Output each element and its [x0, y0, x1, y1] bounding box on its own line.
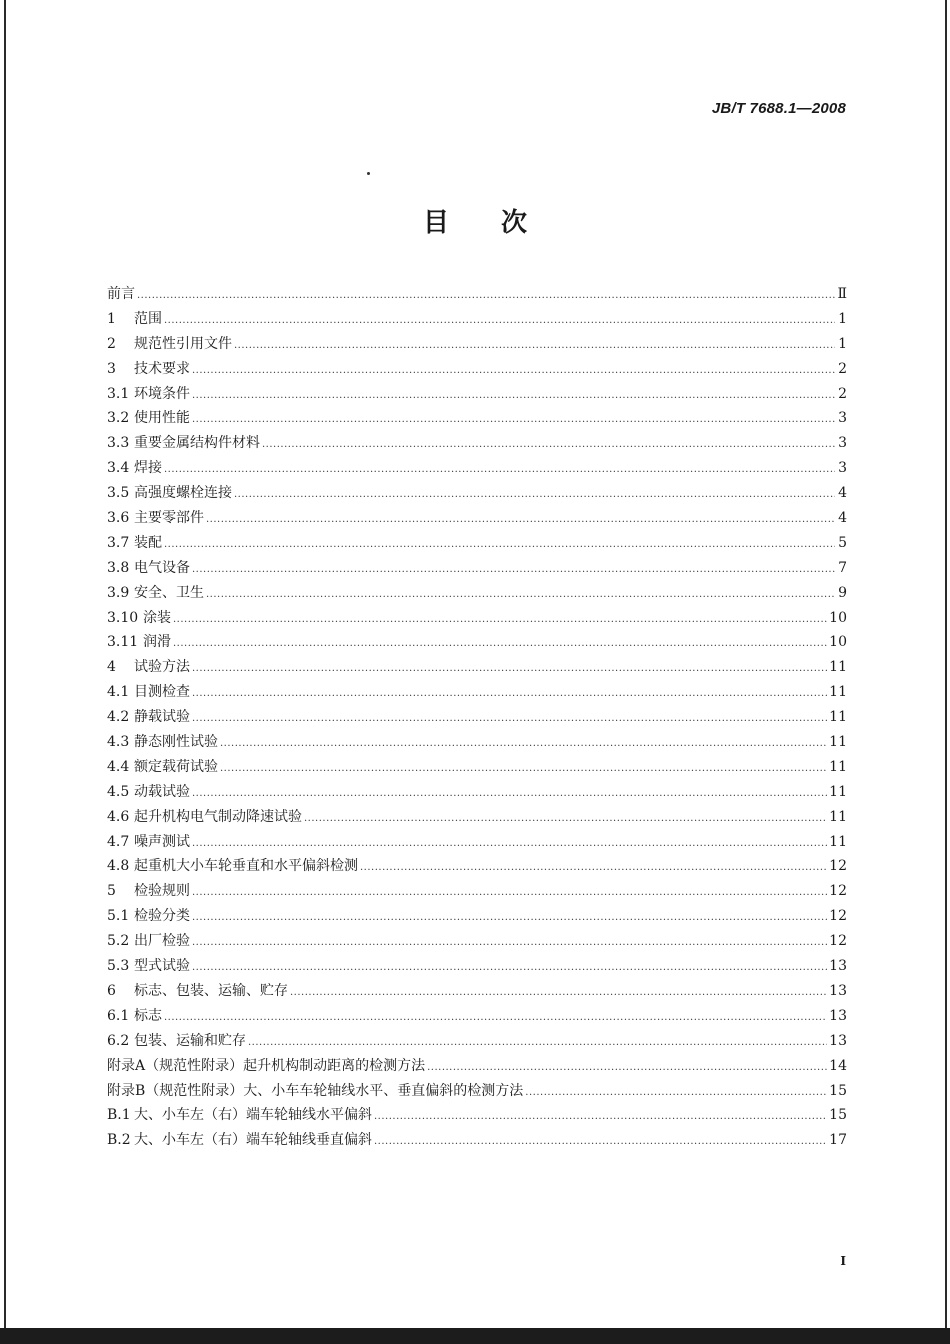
toc-entry-number: 5.3 — [107, 958, 130, 975]
toc-entry-page: 11 — [829, 709, 847, 726]
toc-entry[interactable] — [107, 954, 847, 979]
toc-entry-title: 试验方法 — [134, 659, 190, 676]
toc-entry-title: 静态刚性试验 — [134, 734, 218, 751]
toc-entry-page: 15 — [829, 1107, 847, 1124]
toc-dot-leader — [374, 1105, 827, 1130]
toc-entry[interactable] — [107, 606, 847, 631]
toc-entry-number: 3.4 — [107, 460, 130, 477]
toc-entry[interactable] — [107, 780, 847, 805]
toc-entry-number: 5.1 — [107, 908, 130, 925]
toc-entry[interactable] — [107, 556, 847, 581]
toc-entry-title: 检验分类 — [134, 908, 190, 925]
toc-entry-number: 3.5 — [107, 485, 130, 502]
toc-entry-number: 3.8 — [107, 559, 130, 576]
toc-entry-title: 目测检查 — [134, 684, 190, 701]
toc-dot-leader — [290, 981, 827, 1006]
toc-entry-page: 12 — [829, 883, 847, 900]
toc-entry-title: 润滑 — [143, 634, 171, 651]
toc-entry-title: 主要零部件 — [134, 510, 204, 527]
toc-entry-number: 3.1 — [107, 385, 130, 402]
toc-entry[interactable] — [107, 929, 847, 954]
toc-entry-page: 13 — [829, 982, 847, 999]
toc-entry-title: 起重机大小车轮垂直和水平偏斜检测 — [134, 858, 358, 875]
toc-dot-leader — [234, 483, 835, 508]
toc-entry-title: 包装、运输和贮存 — [134, 1032, 246, 1049]
toc-dot-leader — [374, 1130, 827, 1155]
toc-entry-number: B.2 — [107, 1132, 131, 1149]
toc-entry[interactable] — [107, 382, 847, 407]
table-of-contents — [107, 282, 847, 1153]
toc-entry[interactable] — [107, 879, 847, 904]
toc-entry-page: 11 — [829, 659, 847, 676]
toc-dot-leader — [192, 657, 827, 682]
toc-entry-page: 17 — [829, 1132, 847, 1149]
toc-entry-title: 标志 — [134, 1007, 162, 1024]
toc-entry[interactable] — [107, 854, 847, 879]
toc-entry[interactable] — [107, 406, 847, 431]
toc-entry-page: 10 — [829, 634, 847, 651]
toc-dot-leader — [164, 309, 835, 334]
toc-entry-title: 焊接 — [134, 460, 162, 477]
toc-entry-number: 1 — [107, 310, 116, 327]
toc-entry-page: 11 — [829, 758, 847, 775]
toc-entry-page: 15 — [829, 1082, 847, 1099]
toc-entry-page: 11 — [829, 808, 847, 825]
toc-entry-page: 12 — [829, 908, 847, 925]
toc-dot-leader — [248, 1031, 827, 1056]
toc-dot-leader — [137, 284, 835, 309]
toc-entry-page: 12 — [829, 933, 847, 950]
toc-entry-page: 11 — [829, 783, 847, 800]
toc-entry[interactable] — [107, 581, 847, 606]
toc-dot-leader — [192, 782, 827, 807]
toc-entry-title: 重要金属结构件材料 — [134, 435, 260, 452]
toc-entry-title: 大、小车左（右）端车轮轴线水平偏斜 — [134, 1107, 372, 1124]
toc-entry-number: 6 — [107, 982, 116, 999]
toc-entry-title: 安全、卫生 — [134, 584, 204, 601]
toc-dot-leader — [192, 906, 827, 931]
toc-entry[interactable] — [107, 531, 847, 556]
toc-entry-title: 动载试验 — [134, 783, 190, 800]
toc-entry[interactable] — [107, 1029, 847, 1054]
toc-entry-number: 3.11 — [107, 634, 139, 651]
toc-entry-title: 静载试验 — [134, 709, 190, 726]
toc-entry-page: 9 — [838, 584, 847, 601]
toc-entry-page: 1 — [838, 335, 847, 352]
toc-entry-page: 3 — [838, 410, 847, 427]
page-title: 目 次 — [422, 208, 527, 238]
toc-dot-leader — [192, 832, 827, 857]
toc-entry-number: 4.7 — [107, 833, 130, 850]
toc-entry[interactable] — [107, 357, 847, 382]
toc-entry[interactable] — [107, 979, 847, 1004]
toc-dot-leader — [164, 533, 835, 558]
toc-dot-leader — [173, 632, 827, 657]
toc-entry-page: 13 — [829, 1007, 847, 1024]
toc-entry-page: 4 — [838, 485, 847, 502]
toc-entry-number: 3.9 — [107, 584, 130, 601]
toc-entry-number: B.1 — [107, 1107, 131, 1124]
toc-entry-title: 出厂检验 — [134, 933, 190, 950]
toc-dot-leader — [262, 433, 835, 458]
toc-dot-leader — [192, 408, 835, 433]
toc-entry-title: 噪声测试 — [134, 833, 190, 850]
toc-entry-page: 12 — [829, 858, 847, 875]
toc-entry-number: 6.2 — [107, 1032, 130, 1049]
toc-entry-page: Ⅱ — [837, 286, 847, 302]
toc-dot-leader — [304, 807, 827, 832]
toc-entry[interactable] — [107, 1079, 847, 1104]
toc-entry-number: 6.1 — [107, 1007, 130, 1024]
toc-entry-number: 5.2 — [107, 933, 130, 950]
toc-entry-page: 2 — [838, 360, 847, 377]
toc-entry-page: 10 — [829, 609, 847, 626]
toc-entry-number: 3 — [107, 360, 116, 377]
toc-entry-number: 4.6 — [107, 808, 130, 825]
toc-entry[interactable] — [107, 830, 847, 855]
toc-dot-leader — [164, 458, 835, 483]
toc-dot-leader — [234, 334, 835, 359]
toc-dot-leader — [192, 359, 835, 384]
toc-dot-leader — [173, 608, 827, 633]
toc-entry-title: 额定载荷试验 — [134, 758, 218, 775]
toc-entry-title: 检验规则 — [134, 883, 190, 900]
toc-entry-number: 4.8 — [107, 858, 130, 875]
toc-entry-page: 2 — [838, 385, 847, 402]
toc-entry-page: 5 — [838, 534, 847, 551]
toc-entry-title: 技术要求 — [134, 360, 190, 377]
toc-entry-title: 范围 — [134, 310, 162, 327]
toc-entry-title: 规范性引用文件 — [134, 335, 232, 352]
toc-dot-leader — [206, 583, 835, 608]
page-edge-bottom — [0, 1328, 950, 1344]
toc-entry[interactable] — [107, 705, 847, 730]
toc-entry-number: 4.1 — [107, 684, 130, 701]
toc-entry-page: 13 — [829, 958, 847, 975]
toc-entry-page: 11 — [829, 833, 847, 850]
toc-entry-page: 11 — [829, 734, 847, 751]
toc-entry-title: 附录A（规范性附录）起升机构制动距离的检测方法 — [107, 1057, 426, 1074]
toc-entry-number: 5 — [107, 883, 116, 900]
toc-entry-title: 大、小车左（右）端车轮轴线垂直偏斜 — [134, 1132, 372, 1149]
toc-entry[interactable] — [107, 755, 847, 780]
toc-entry-title: 型式试验 — [134, 958, 190, 975]
toc-dot-leader — [206, 508, 835, 533]
standard-code: JB/T 7688.1—2008 — [711, 100, 846, 117]
toc-entry-page: 13 — [829, 1032, 847, 1049]
page-number: I — [840, 1254, 846, 1268]
toc-entry[interactable] — [107, 431, 847, 456]
toc-dot-leader — [192, 682, 827, 707]
toc-entry-title: 高强度螺栓连接 — [134, 485, 232, 502]
toc-entry[interactable] — [107, 1004, 847, 1029]
toc-entry-page: 11 — [829, 684, 847, 701]
toc-dot-leader — [192, 558, 835, 583]
page-edge-left — [4, 0, 6, 1330]
toc-entry[interactable] — [107, 481, 847, 506]
toc-entry-page: 3 — [838, 460, 847, 477]
toc-entry-title: 标志、包装、运输、贮存 — [134, 982, 288, 999]
toc-dot-leader — [192, 931, 827, 956]
toc-entry[interactable] — [107, 730, 847, 755]
toc-entry-number: 3.3 — [107, 435, 130, 452]
toc-dot-leader — [192, 384, 835, 409]
toc-entry[interactable] — [107, 805, 847, 830]
toc-entry[interactable] — [107, 680, 847, 705]
toc-entry-number: 4.2 — [107, 709, 130, 726]
toc-entry-page: 14 — [829, 1057, 847, 1074]
toc-dot-leader — [164, 1006, 827, 1031]
toc-entry[interactable] — [107, 506, 847, 531]
toc-entry-page: 3 — [838, 435, 847, 452]
toc-entry-title: 电气设备 — [134, 559, 190, 576]
toc-entry-number: 3.7 — [107, 534, 130, 551]
toc-entry[interactable] — [107, 655, 847, 680]
toc-entry-number: 4.5 — [107, 783, 130, 800]
toc-entry-title: 起升机构电气制动降速试验 — [134, 808, 302, 825]
toc-entry[interactable] — [107, 456, 847, 481]
toc-dot-leader — [525, 1081, 827, 1106]
toc-dot-leader — [427, 1056, 827, 1081]
toc-dot-leader — [192, 956, 827, 981]
toc-dot-leader — [220, 757, 827, 782]
toc-entry-title: 涂装 — [143, 609, 171, 626]
toc-entry-number: 4.3 — [107, 734, 130, 751]
toc-entry-title: 前言 — [107, 286, 135, 302]
toc-entry[interactable] — [107, 1054, 847, 1079]
toc-entry-number: 2 — [107, 335, 116, 352]
toc-entry-number: 4 — [107, 659, 116, 676]
toc-entry[interactable] — [107, 307, 847, 332]
toc-entry-page: 4 — [838, 510, 847, 527]
toc-entry[interactable] — [107, 904, 847, 929]
scan-speck — [367, 172, 370, 175]
toc-entry-title: 装配 — [134, 534, 162, 551]
page-edge-right — [945, 0, 947, 1330]
toc-entry[interactable] — [107, 332, 847, 357]
toc-entry[interactable] — [107, 282, 847, 307]
toc-dot-leader — [192, 881, 827, 906]
toc-entry[interactable] — [107, 630, 847, 655]
toc-entry-title: 使用性能 — [134, 410, 190, 427]
toc-entry-title: 环境条件 — [134, 385, 190, 402]
toc-entry-number: 3.6 — [107, 510, 130, 527]
toc-entry-title: 附录B（规范性附录）大、小车车轮轴线水平、垂直偏斜的检测方法 — [107, 1082, 524, 1099]
toc-entry-number: 4.4 — [107, 758, 130, 775]
toc-entry-page: 7 — [838, 559, 847, 576]
toc-dot-leader — [220, 732, 827, 757]
toc-entry-page: 1 — [838, 310, 847, 327]
toc-dot-leader — [360, 856, 827, 881]
toc-entry[interactable] — [107, 1128, 847, 1153]
toc-entry-number: 3.10 — [107, 609, 139, 626]
toc-entry[interactable] — [107, 1103, 847, 1128]
toc-dot-leader — [192, 707, 827, 732]
toc-entry-number: 3.2 — [107, 410, 130, 427]
